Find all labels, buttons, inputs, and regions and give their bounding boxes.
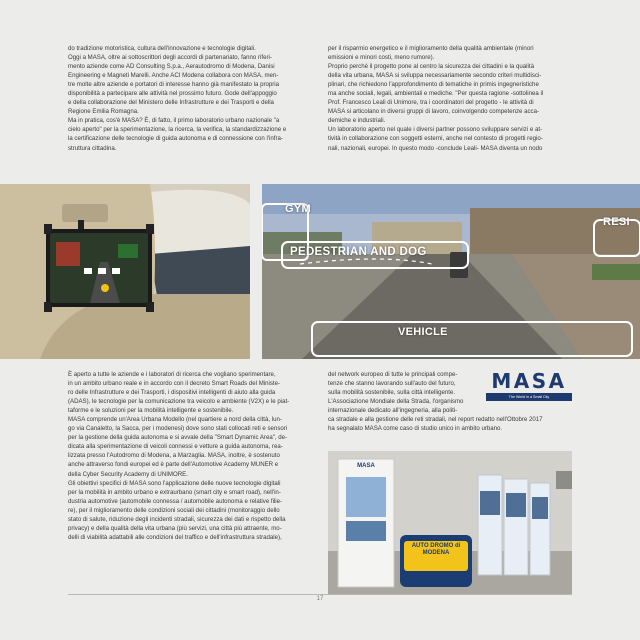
text-line: privacy) e della qualità della vita urbana (più servizi, una città più attraente, mo- [68, 524, 282, 532]
text-line: È aperto a tutte le aziende e i laboratori di ricerca che vogliano sperimentare, [68, 371, 276, 378]
text-line: emissioni e minori costi, meno rumore). [328, 54, 435, 62]
text-line: e della collaborazione del Ministero delle Infrastrutture e dei Trasporti e della [68, 99, 274, 107]
text-line: della Cyber Security Academy di UNIMORE. [68, 470, 188, 478]
photo-car-tablet [0, 184, 250, 359]
text-line: internazionale dedicato all'ingegneria, alla politi- [328, 407, 458, 415]
text-line: ca stradale e alla gestione delle reti stradali, nel report redatto nell'Ottobre 2017 [328, 416, 543, 424]
text-line: Regione Emilia Romagna. [68, 108, 139, 116]
car-interior-illustration [0, 184, 250, 359]
text-line: per il risparmio energetico e il miglioramento della qualità ambientale (minori [328, 45, 534, 52]
text-line: ro delle Infrastrutture e dei Trasporti, i dispositivi intelligenti di aiuto alla guida [68, 389, 276, 397]
text-line: anche attraverso fondi europei ed è parte dell'Automotive Academy MUNER e [68, 461, 279, 469]
text-line: Ma in pratica, cos'è MASA? È, di fatto, il primo laboratorio urbano nazionale "a [68, 117, 280, 125]
detection-label-resi: RESI [603, 216, 630, 228]
text-line: MASA si articolano in diversi gruppi di lavoro, coinvolgendo competenze acca- [328, 108, 540, 116]
text-line: tenze che stanno lavorando sull'auto del futuro, [328, 380, 456, 388]
text-line: stato di salute, riduzione degli incidenti stradali, sicurezza dei dati e rispetto della [68, 515, 286, 523]
text-line: MASA comprende un'Area Urbana Modello (nel quartiere a nord della città, lun- [68, 416, 282, 424]
text-line: dustria automotive (automobile connessa / automobile autonoma e relative filie- [68, 497, 283, 505]
text-line: ha segnalato MASA come caso di studio unico in ambito urbano. [328, 425, 503, 433]
masa-logo [486, 370, 572, 404]
text-line: L'Associazione Mondiale della Strada, l'organismo [328, 398, 464, 406]
text-line: la certificazione delle tecnologie di guida autonoma e di connessione con l'infra- [68, 135, 283, 143]
photo-street-detection [262, 184, 640, 359]
text-line: tività in collaborazione con soggetti esterni, anche nel contesto di progetti regio- [328, 135, 543, 143]
text-line: Engineering e Magneti Marelli. Anche ACI Modena collabora con MASA, men- [68, 72, 279, 80]
text-line: Gli obiettivi specifici di MASA sono l'applicazione delle nuove tecnologie digitali [68, 479, 281, 487]
text-line: nali, nazionali, europei. In questo modo -conclude Leali- MASA diventa un nodo [328, 144, 543, 152]
text-line: demiche e industriali. [328, 117, 386, 125]
autodromo-sign: AUTO DROMO di MODENA [411, 543, 461, 556]
text-column-top-left [68, 44, 315, 153]
text-column-bottom-left [68, 370, 315, 542]
text-line: in un ambito urbano reale e in accordo con il decreto Smart Roads del Ministe- [68, 380, 281, 388]
text-line: lizzata presso l'Autodromo di Modena, a Marzaglia. MASA, inoltre, è sostenuto [68, 452, 280, 460]
text-line: per la mobilità in ambito urbano e extraurbano (smart city e smart road), nell'in- [68, 488, 281, 496]
exhibition-illustration [328, 451, 572, 594]
text-line: struttura cittadina. [68, 144, 117, 152]
text-line: Un laboratorio aperto nel quale i diversi partner possono sviluppare servizi e at- [328, 126, 543, 134]
text-line: Oggi a MASA, oltre ai sottoscrittori degli accordi di partenariato, fanno riferi- [68, 54, 272, 62]
masa-logo-word: MASA [491, 369, 567, 393]
text-line: sulla mobilità sostenibile, sulla città intelligente. [328, 389, 456, 397]
footer-rule [68, 594, 572, 595]
text-line: ma anche sociali, legali, ambientali e mediche. "Per questa ragione -sottolinea il [328, 90, 544, 98]
text-line: delli di viabilità adattabili alle condizioni del traffico e dell'infrastruttura stradale), [68, 533, 282, 541]
text-line: per la gestione della guida autonoma e si avvale della "Smart Dynamic Area", de- [68, 434, 288, 442]
text-line: taforme e le soluzioni per la mobilità intelligente e sostenibile. [68, 407, 234, 415]
text-line: della vita urbana, MASA si sviluppa necessariamente secondo criteri multidisci- [328, 72, 542, 80]
text-line: plinari, che richiedono l'approfondimento di tematiche in primis ingegneristiche [328, 81, 539, 89]
text-line: go via Canaletto, la Sacca, per i modenesi) dove sono stati collocati reti e sensori [68, 425, 288, 433]
street-illustration [262, 184, 640, 359]
text-line: (ADAS), le tecnologie per la comunicazione tra veicolo e ambiente (V2X) e le piat- [68, 398, 290, 406]
text-line: del network europeo di tutte le principali compe- [328, 371, 458, 378]
text-line: disponibilità a partecipare alle attività nel prossimo futuro. Gode dell'appoggio [68, 90, 277, 98]
banner-masa-label: MASA [357, 463, 375, 469]
text-line: cielo aperto" per la sperimentazione, la ricerca, la verifica, la standardizzazione e [68, 126, 287, 134]
text-line: dicata alla sperimentazione di veicoli connessi e vetture a guida autonoma, rea- [68, 443, 283, 451]
masa-logo-tagline: The World in a Small City [486, 393, 572, 401]
detection-label-vehicle: VEHICLE [398, 326, 448, 338]
text-line: mento aziende come AD Consulting S.p.a., Aerautodromo di Modena, Danisi [68, 63, 275, 71]
text-line: Prof. Francesco Leali di Unimore, tra i coordinatori del progetto - le attività di [328, 99, 534, 107]
detection-label-pedestrian: PEDESTRIAN AND DOG [290, 246, 427, 258]
text-line: re), per il miglioramento delle condizioni sociali dei cittadini (monitoraggio dello [68, 506, 280, 514]
text-line: do tradizione motoristica, cultura dell'innovazione e tecnologie digitali. [68, 45, 256, 52]
photo-exhibition-stand [328, 451, 572, 594]
detection-label-gym: GYM [285, 203, 311, 215]
text-column-top-right [328, 44, 572, 153]
text-line: Proprio perché il progetto pone al centro la sicurezza dei cittadini e la qualità [328, 63, 534, 71]
page-number: 17 [316, 596, 324, 602]
text-line: tre molte altre aziende e portatori di interesse hanno già manifestato la propria [68, 81, 280, 89]
